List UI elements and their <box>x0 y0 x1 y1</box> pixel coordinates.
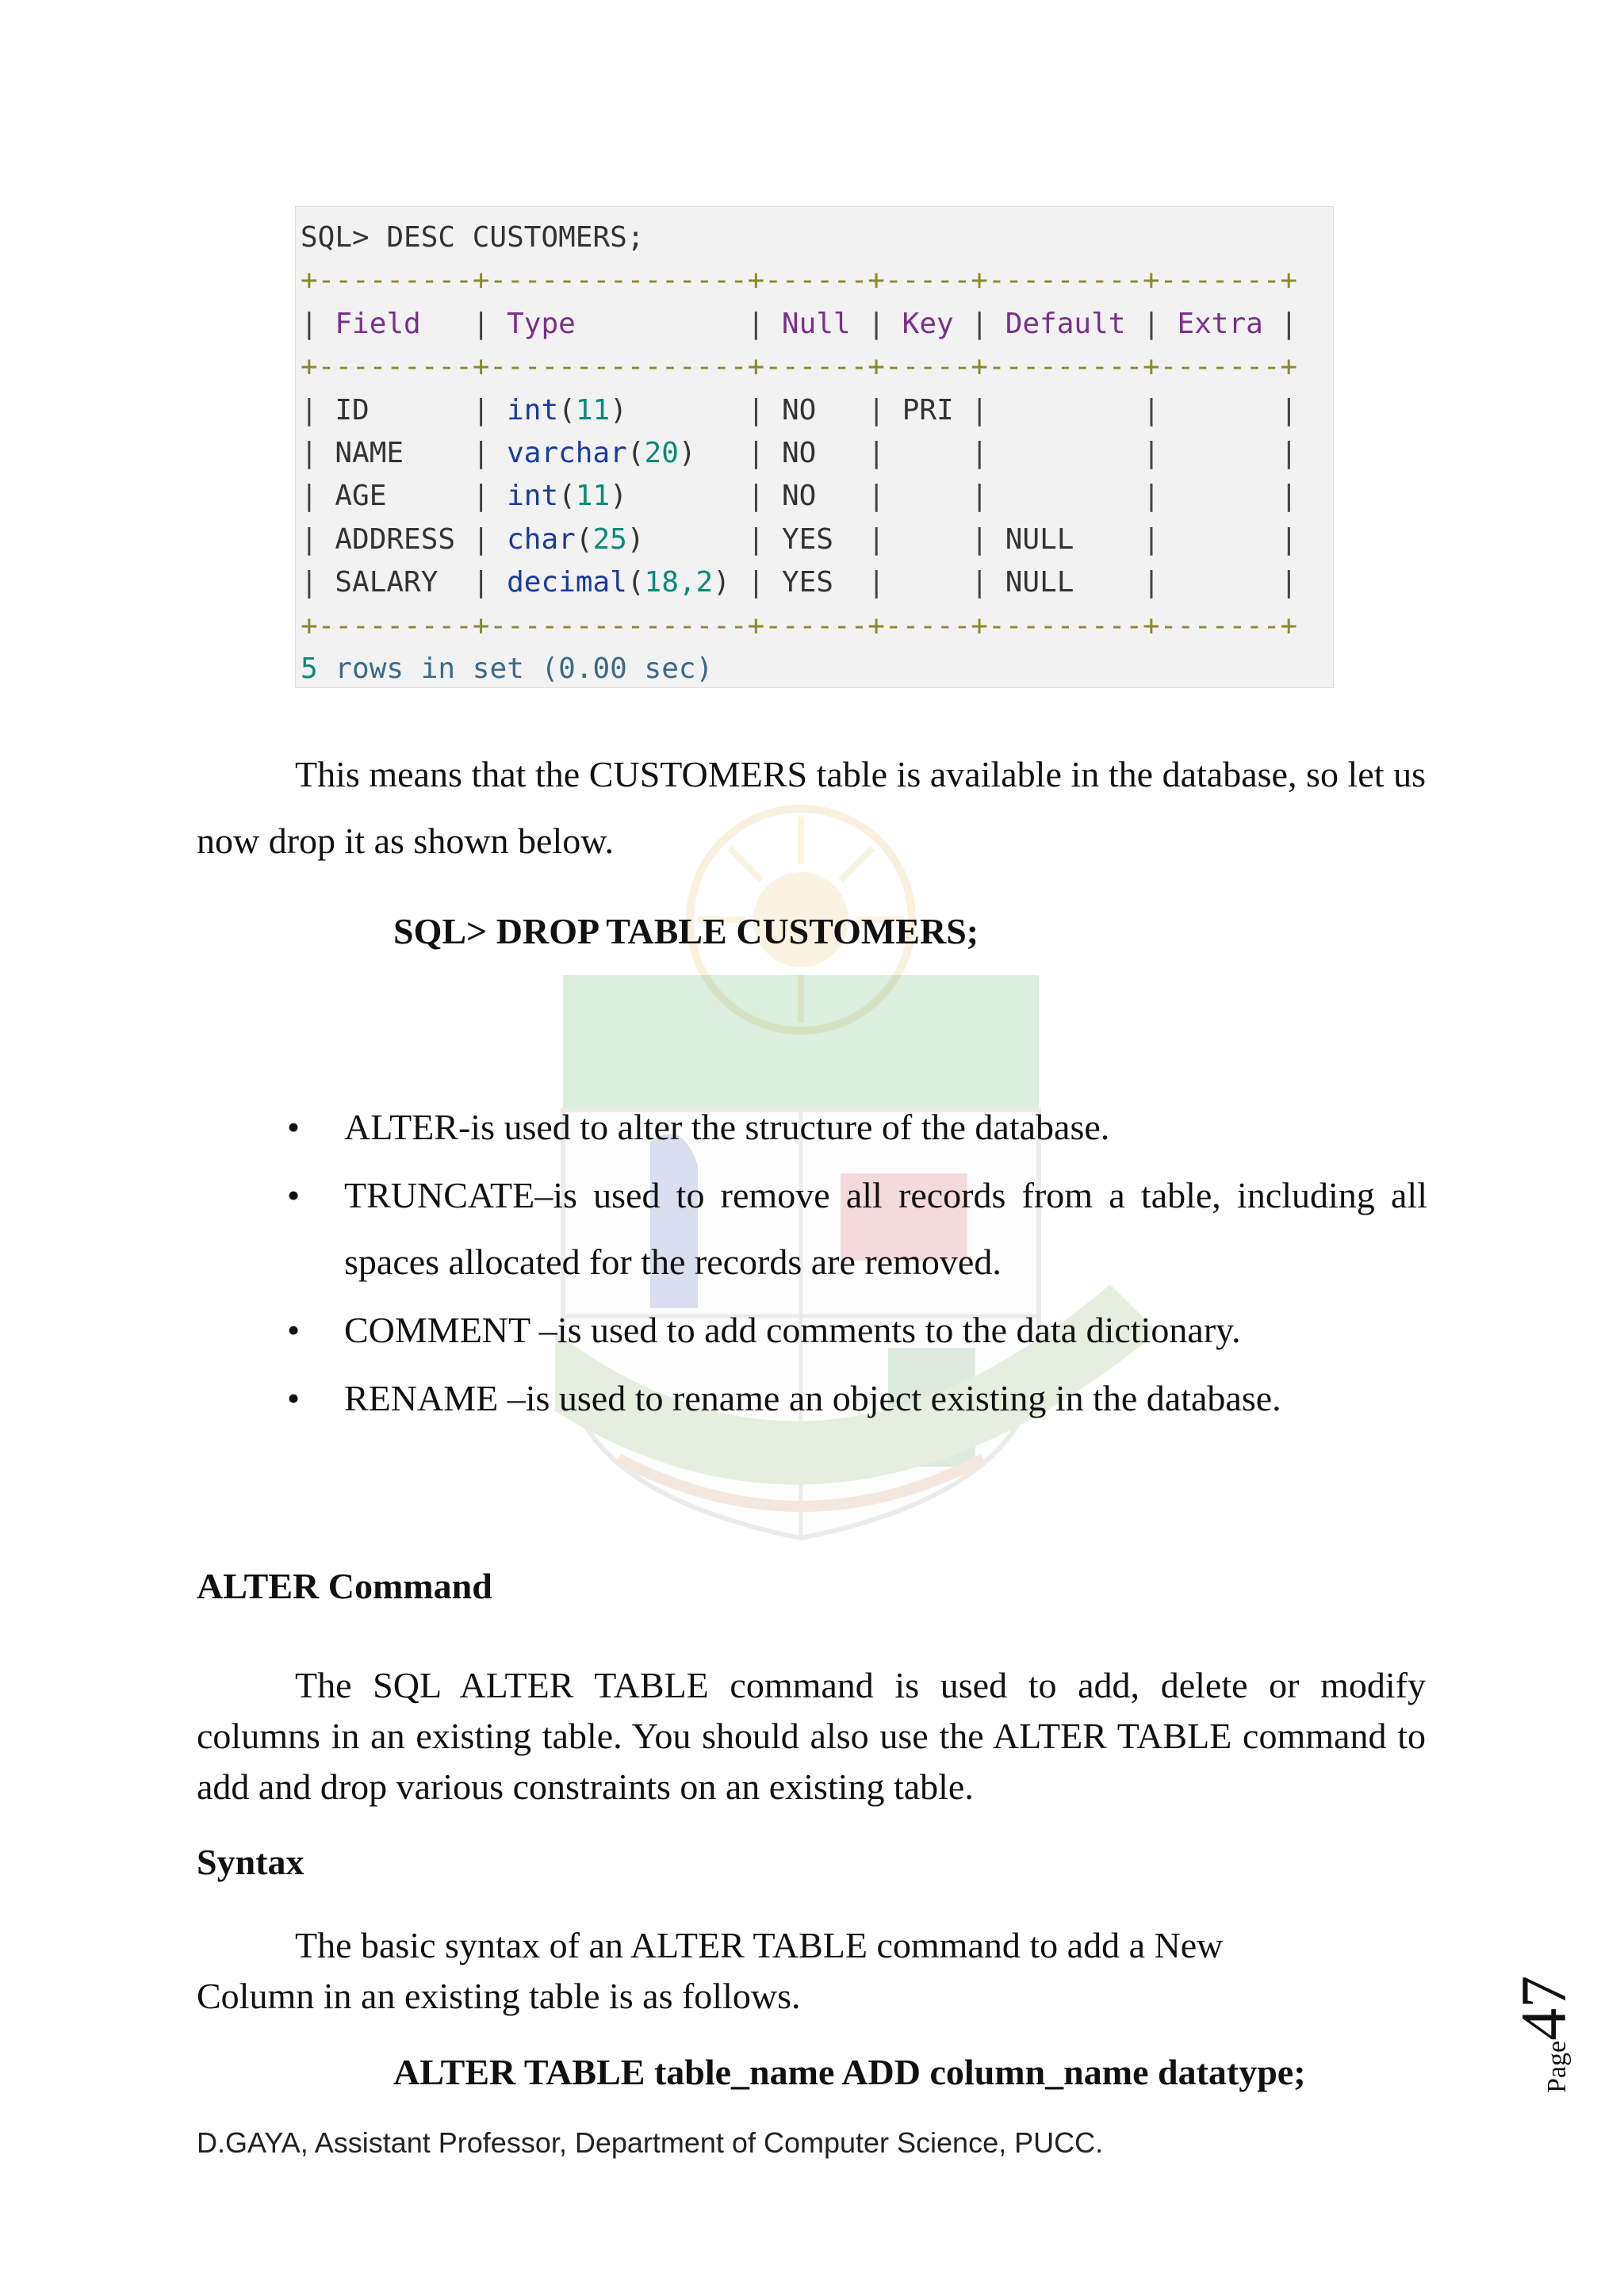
page-number-label <box>1507 1958 1580 2093</box>
cell-extra <box>1178 523 1281 556</box>
cell-null: NO <box>781 480 868 513</box>
alter-command-heading: ALTER Command <box>197 1566 492 1606</box>
footer-time: (0.00 sec) <box>541 652 714 685</box>
cell-field: ADDRESS <box>335 522 473 556</box>
footer-text: rows in set <box>335 652 524 685</box>
cell-field: SALARY <box>335 566 473 599</box>
cell-default: NULL <box>1005 566 1143 599</box>
cell-type: int(11) <box>507 480 627 513</box>
table-row: | ADDRESS | char(25) | YES | | NULL | | <box>301 522 1298 556</box>
header-extra: Extra <box>1177 307 1263 340</box>
console-border-top: +---------+---------------+------+-----+---------+-------+ <box>301 264 1298 297</box>
sql-console-screenshot <box>295 206 1334 688</box>
list-item: • COMMENT –is used to add comments to the data dictionary. <box>287 1310 1241 1350</box>
console-header-row: | Field | Type | Null | Key | Default | Extra | <box>301 307 1298 340</box>
cell-key <box>902 523 971 556</box>
cell-type: int(11) <box>507 393 627 427</box>
cell-field: NAME <box>335 436 473 469</box>
alter-command-paragraph: The SQL ALTER TABLE command is used to add, delete or modify columns in an existing table. You should also use the ALTER TABLE command to add and drop various constraints on an existing table. <box>197 1665 1426 1807</box>
list-item: • RENAME –is used to rename an object existing in the database. <box>287 1378 1281 1418</box>
syntax-paragraph-line2: Column in an existing table is as follows. <box>197 1976 801 2016</box>
syntax-paragraph <box>197 1920 1426 2022</box>
cell-key <box>902 480 971 512</box>
list-item: • ALTER-is used to alter the structure of the database. <box>287 1107 1110 1147</box>
footer-count: 5 <box>301 652 318 685</box>
cell-extra <box>1178 437 1281 469</box>
console-border-bottom: +---------+---------------+------+-----+---------+-------+ <box>301 609 1298 642</box>
console-prompt: SQL> DESC CUSTOMERS; <box>301 221 645 254</box>
table-row: | AGE | int(11) | NO | | | | <box>301 480 1298 513</box>
header-field: Field <box>335 307 421 340</box>
page-word: Page <box>1542 2040 1572 2093</box>
header-default: Default <box>1005 307 1126 340</box>
header-key: Key <box>902 307 954 340</box>
cell-default <box>1005 480 1143 512</box>
cell-null: NO <box>781 393 868 427</box>
page-footer: D.GAYA, Assistant Professor, Department of Computer Science, PUCC. <box>197 2126 1104 2159</box>
cell-type: decimal(18,2) <box>507 566 730 599</box>
cell-field: AGE <box>335 480 473 513</box>
table-row: | ID | int(11) | NO | PRI | | | <box>301 393 1298 427</box>
console-border-mid: +---------+---------------+------+-----+---------+-------+ <box>301 350 1298 384</box>
header-type: Type <box>507 307 576 340</box>
syntax-paragraph-line1: The basic syntax of an ALTER TABLE command to add a New <box>295 1925 1224 1965</box>
cell-key: PRI <box>902 393 971 427</box>
cell-extra <box>1178 394 1281 427</box>
cell-default <box>1005 437 1143 469</box>
cell-extra <box>1178 566 1281 599</box>
cell-field: ID <box>335 393 473 427</box>
cell-null: YES <box>781 566 868 599</box>
cell-extra <box>1178 480 1281 512</box>
table-row: | SALARY | decimal(18,2) | YES | | NULL | | <box>301 566 1298 599</box>
table-row: | NAME | varchar(20) | NO | | | | <box>301 436 1298 469</box>
cell-default: NULL <box>1005 522 1143 556</box>
alter-table-syntax-statement: ALTER TABLE table_name ADD column_name datatype; <box>393 2052 1306 2092</box>
header-null: Null <box>781 307 851 340</box>
cell-default <box>1005 394 1143 427</box>
cell-key <box>902 437 971 469</box>
syntax-heading: Syntax <box>197 1842 304 1882</box>
cell-key <box>902 566 971 599</box>
ddl-commands-list <box>285 1094 1427 1433</box>
console-rows <box>301 389 1333 605</box>
cell-null: YES <box>781 522 868 556</box>
list-item: • TRUNCATE–is used to remove all records from a table, including all spaces allocated for the records are removed. <box>287 1175 1427 1282</box>
cell-type: char(25) <box>507 522 645 556</box>
cell-type: varchar(20) <box>507 436 696 469</box>
cell-null: NO <box>781 436 868 469</box>
paragraph-customers-available: This means that the CUSTOMERS table is available in the database, so let us now drop it as shown below. <box>197 754 1426 861</box>
drop-table-statement: SQL> DROP TABLE CUSTOMERS; <box>393 911 979 951</box>
page-number: 47 <box>1507 1975 1580 2041</box>
console-footer <box>301 648 1333 691</box>
